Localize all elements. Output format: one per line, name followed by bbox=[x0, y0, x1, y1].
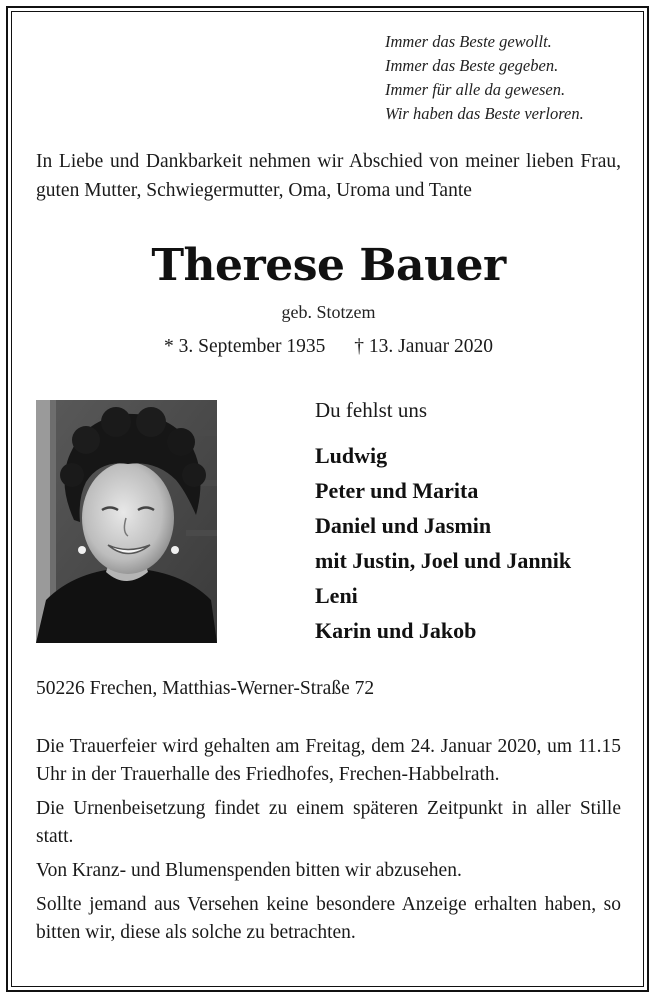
death-date: † 13. Januar 2020 bbox=[354, 336, 493, 357]
notification-text: Sollte jemand aus Versehen keine besondere Anzeige erhalten haben, so bitten wir, diese als solche zu betrachten. bbox=[36, 894, 621, 943]
mourner-name: Peter und Marita bbox=[315, 478, 479, 503]
urn-burial-text: Die Urnenbeisetzung findet zu einem späteren Zeitpunkt in aller Stille statt. bbox=[36, 798, 621, 847]
mourner-name: Karin und Jakob bbox=[315, 618, 477, 643]
portrait-image bbox=[36, 400, 217, 643]
missing-line: Du fehlst uns bbox=[315, 398, 427, 422]
birth-name: geb. Stotzem bbox=[281, 302, 376, 322]
life-dates bbox=[0, 336, 657, 358]
birth-date: * 3. September 1935 bbox=[164, 336, 326, 357]
notice-details bbox=[36, 733, 621, 953]
funeral-service-text: Die Trauerfeier wird gehalten am Freitag, dem 24. Januar 2020, um 11.15 Uhr in der Trauerhalle des Friedhofes, Frechen-Habbelrath. bbox=[36, 736, 621, 785]
deceased-name: Therese Bauer bbox=[151, 240, 506, 291]
poem-line: Immer das Beste gegeben. bbox=[385, 56, 559, 75]
mourner-name: mit Justin, Joel und Jannik bbox=[315, 548, 572, 573]
poem bbox=[385, 30, 635, 126]
poem-line: Wir haben das Beste verloren. bbox=[385, 104, 584, 123]
poem-line: Immer für alle da gewesen. bbox=[385, 80, 566, 99]
mourner-name: Daniel und Jasmin bbox=[315, 513, 492, 538]
intro-text: In Liebe und Dankbarkeit nehmen wir Abschied von meiner lieben Frau, guten Mutter, Schwiegermutter, Oma, Uroma und Tante bbox=[36, 151, 621, 201]
poem-line: Immer das Beste gewollt. bbox=[385, 32, 552, 51]
portrait-photo bbox=[36, 400, 217, 643]
mourners-list bbox=[315, 438, 571, 648]
mourner-name: Leni bbox=[315, 583, 358, 608]
no-flowers-text: Von Kranz- und Blumenspenden bitten wir abzusehen. bbox=[36, 860, 462, 881]
address: 50226 Frechen, Matthias-Werner-Straße 72 bbox=[36, 678, 375, 699]
mourner-name: Ludwig bbox=[315, 443, 388, 468]
